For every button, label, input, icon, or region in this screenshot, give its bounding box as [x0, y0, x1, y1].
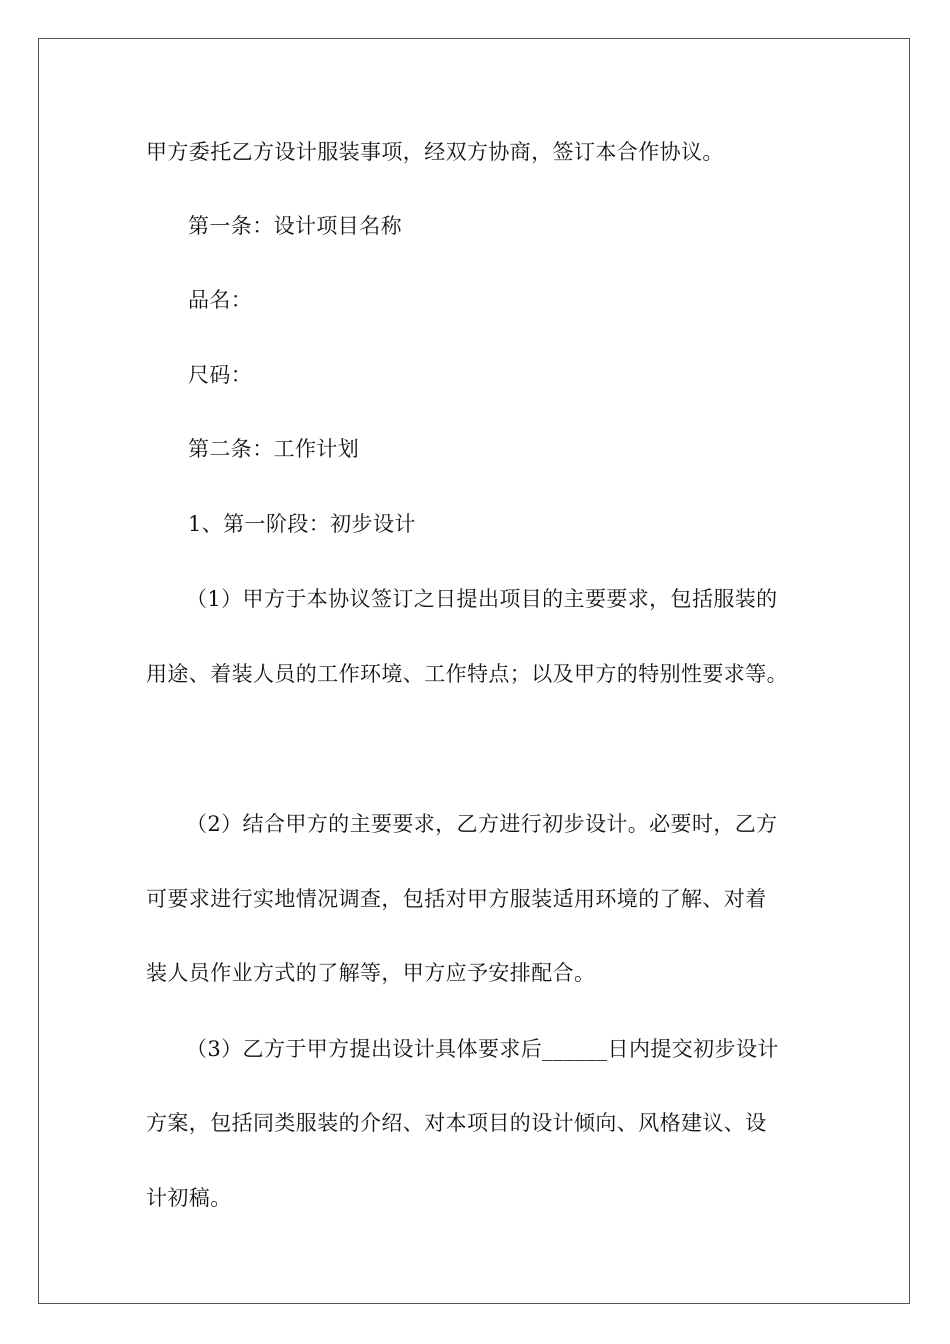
item-3-line-2: 方案，包括同类服装的介绍、对本项目的设计倾向、风格建议、设: [146, 1111, 767, 1135]
item-2-line-1: （2）结合甲方的主要要求，乙方进行初步设计。必要时，乙方: [186, 812, 778, 836]
item-2-line-2: 可要求进行实地情况调查，包括对甲方服装适用环境的了解、对着: [146, 887, 767, 911]
article-1-heading: 第一条：设计项目名称: [188, 214, 402, 238]
intro-paragraph: 甲方委托乙方设计服装事项，经双方协商，签订本合作协议。: [146, 140, 724, 164]
item-1-line-2: 用途、着装人员的工作环境、工作特点；以及甲方的特别性要求等。: [146, 662, 788, 686]
item-1-line-1: （1）甲方于本协议签订之日提出项目的主要要求，包括服装的: [186, 587, 778, 611]
size-label: 尺码：: [188, 363, 253, 387]
item-3-line-1: （3）乙方于甲方提出设计具体要求后______日内提交初步设计: [186, 1037, 779, 1061]
article-2-heading: 第二条：工作计划: [188, 437, 360, 461]
item-2-line-3: 装人员作业方式的了解等，甲方应予安排配合。: [146, 961, 596, 985]
stage-1-heading: 1、第一阶段：初步设计: [188, 512, 416, 536]
product-name-label: 品名：: [188, 288, 253, 312]
item-3-line-3: 计初稿。: [146, 1186, 232, 1210]
